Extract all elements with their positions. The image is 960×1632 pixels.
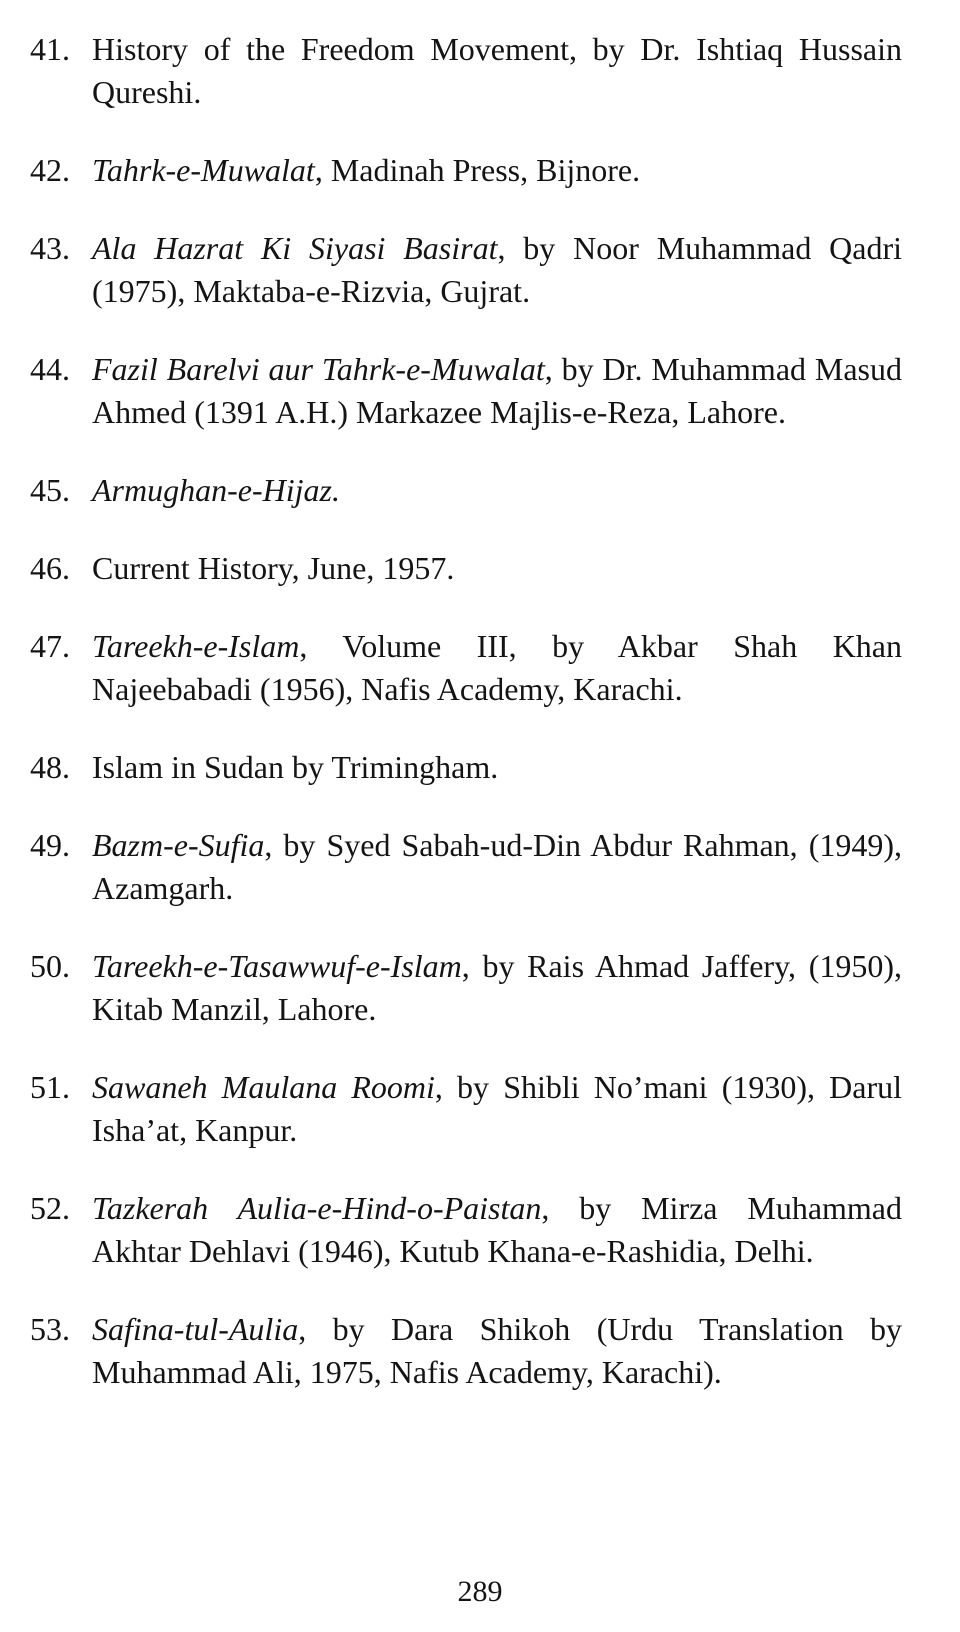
reference-title: Tazkerah Aulia-e-Hind-o-Paistan xyxy=(92,1190,542,1226)
reference-number: 53. xyxy=(30,1311,70,1347)
reference-item xyxy=(30,149,902,192)
reference-text xyxy=(92,824,902,910)
reference-title: Armughan-e-Hijaz. xyxy=(92,472,340,508)
reference-text xyxy=(92,469,902,512)
reference-text xyxy=(92,227,902,313)
reference-number: 50. xyxy=(30,948,70,984)
reference-text xyxy=(92,1066,902,1152)
reference-details: , by Mirza Muhammad Akhtar Dehlavi (1946), Kutub Khana-e-Rashidia, Delhi. xyxy=(92,1190,903,1269)
reference-number: 41. xyxy=(30,31,70,67)
reference-title: Fazil Barelvi aur Tahrk-e-Muwalat xyxy=(92,351,545,387)
reference-item xyxy=(30,227,902,313)
reference-item xyxy=(30,1066,902,1152)
reference-item xyxy=(30,1308,902,1394)
reference-number: 45. xyxy=(30,472,70,508)
reference-number: 44. xyxy=(30,351,70,387)
reference-number: 49. xyxy=(30,827,70,863)
reference-item xyxy=(30,1187,902,1273)
reference-item xyxy=(30,547,902,590)
page-number: 289 xyxy=(457,1575,503,1608)
reference-text xyxy=(92,945,902,1031)
reference-details: , by Syed Sabah-ud-Din Abdur Rahman, (1949), Azamgarh. xyxy=(92,827,902,906)
reference-details: , Volume III, by Akbar Shah Khan Najeebabadi (1956), Nafis Academy, Karachi. xyxy=(92,628,902,707)
reference-title: Safina-tul-Aulia xyxy=(92,1311,299,1347)
reference-details: , by Dr. Muhammad Masud Ahmed (1391 A.H.) Markazee Majlis-e-Reza, Lahore. xyxy=(92,351,903,430)
reference-item xyxy=(30,824,902,910)
reference-details: , by Noor Muhammad Qadri (1975), Maktaba-e-Rizvia, Gujrat. xyxy=(92,230,903,309)
reference-number: 46. xyxy=(30,550,70,586)
reference-item xyxy=(30,469,902,512)
reference-title: Sawaneh Maulana Roomi xyxy=(92,1069,435,1105)
reference-text xyxy=(92,1187,902,1273)
reference-text xyxy=(92,348,902,434)
reference-title: Ala Hazrat Ki Siyasi Basirat xyxy=(92,230,498,266)
reference-title: Bazm-e-Sufia xyxy=(92,827,265,863)
reference-text xyxy=(92,625,902,711)
reference-details: Current History, June, 1957. xyxy=(92,550,455,586)
reference-text xyxy=(92,28,902,114)
reference-item xyxy=(30,625,902,711)
reference-title: Tahrk-e-Muwalat xyxy=(92,152,315,188)
reference-item xyxy=(30,746,902,789)
reference-list xyxy=(30,28,902,1429)
reference-number: 52. xyxy=(30,1190,70,1226)
reference-text xyxy=(92,149,902,192)
reference-number: 47. xyxy=(30,628,70,664)
reference-item xyxy=(30,28,902,114)
reference-text xyxy=(92,1308,902,1394)
reference-details: Islam in Sudan by Trimingham. xyxy=(92,749,499,785)
reference-details: History of the Freedom Movement, by Dr. Ishtiaq Hussain Qureshi. xyxy=(92,31,902,110)
reference-number: 43. xyxy=(30,230,70,266)
reference-details: , by Shibli No’mani (1930), Darul Isha’at, Kanpur. xyxy=(92,1069,903,1148)
reference-item xyxy=(30,348,902,434)
reference-number: 48. xyxy=(30,749,70,785)
reference-item xyxy=(30,945,902,1031)
reference-title: Tareekh-e-Islam xyxy=(92,628,300,664)
reference-text xyxy=(92,746,902,789)
reference-details: , by Dara Shikoh (Urdu Translation by Muhammad Ali, 1975, Nafis Academy, Karachi). xyxy=(92,1311,902,1390)
reference-number: 51. xyxy=(30,1069,70,1105)
reference-details: , Madinah Press, Bijnore. xyxy=(314,152,641,188)
reference-details: , by Rais Ahmad Jaffery, (1950), Kitab Manzil, Lahore. xyxy=(92,948,902,1027)
reference-text xyxy=(92,547,902,590)
reference-number: 42. xyxy=(30,152,70,188)
reference-title: Tareekh-e-Tasawwuf-e-Islam xyxy=(92,948,462,984)
